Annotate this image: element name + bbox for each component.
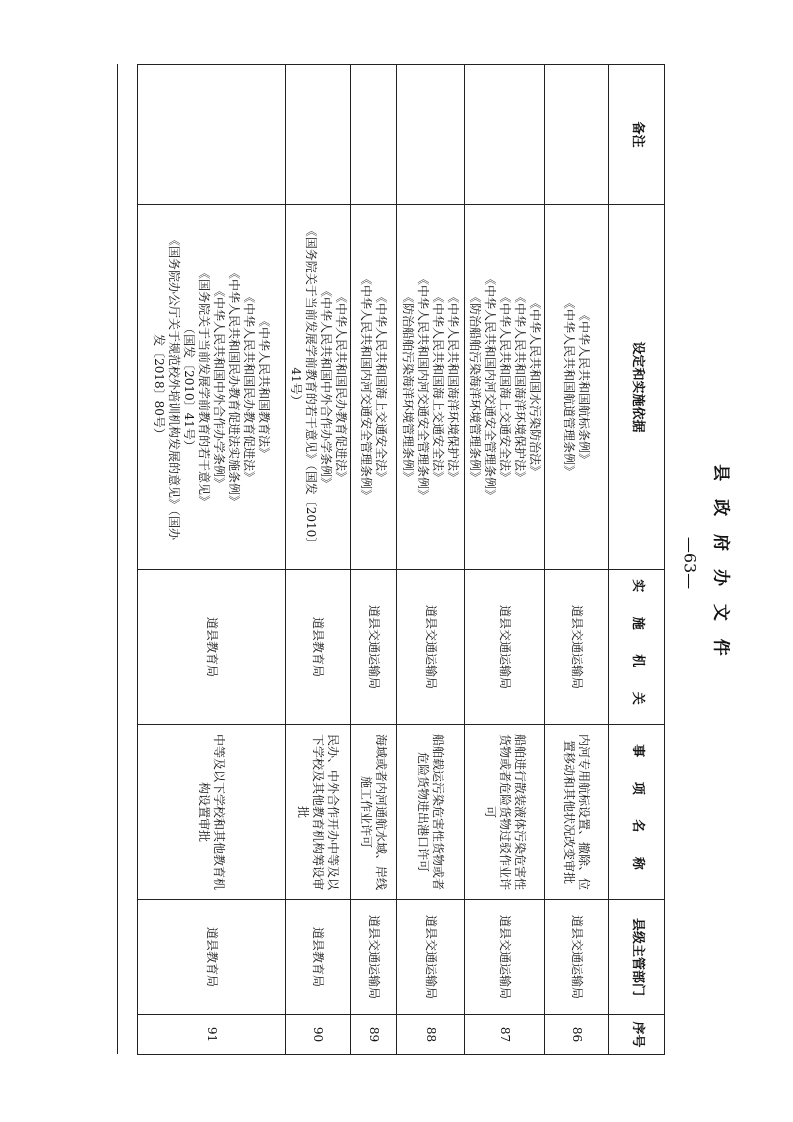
col-header-dept: 县级主管部门 <box>609 900 665 1015</box>
cell-basis <box>286 205 351 570</box>
basis-line: 《中华人民共和国海洋环境保护法》 <box>513 290 527 483</box>
cell-seq: 90 <box>286 1015 351 1055</box>
cell-note <box>351 65 397 205</box>
cell-seq: 91 <box>138 1015 286 1055</box>
table-row <box>138 65 286 1055</box>
cell-seq: 87 <box>465 1015 545 1055</box>
table-header-row <box>609 65 665 1055</box>
cell-basis <box>397 205 465 570</box>
cell-agency: 道县交通运输局 <box>545 570 609 725</box>
basis-line: 《国务院关于当前发展学前教育的若干意见》 <box>197 266 212 507</box>
basis-line: 《中华人民共和国中外合作办学条例》 <box>319 284 333 489</box>
approval-items-table <box>137 64 665 1055</box>
cell-dept: 道县交通运输局 <box>465 900 545 1015</box>
cell-dept: 道县交通运输局 <box>397 900 465 1015</box>
basis-line: 《中华人民共和国海上交通安全法》 <box>431 290 446 483</box>
cell-dept: 道县交通运输局 <box>545 900 609 1015</box>
table-row <box>545 65 609 1055</box>
col-header-agency: 实 施 机 关 <box>609 570 665 725</box>
cell-basis <box>465 205 545 570</box>
table-row <box>286 65 351 1055</box>
cell-item-name: 民办、中外合作开办中等及以下学校及其他教育机构筹设审批 <box>286 725 351 900</box>
cell-item-name: 内河专用航标设置、撤除、位置移动和其他状况改变审批 <box>545 725 609 900</box>
basis-line: 《中华人民共和国航标条例》 <box>577 308 592 465</box>
cell-note <box>545 65 609 205</box>
cell-dept: 道县教育局 <box>286 900 351 1015</box>
basis-line: 《中华人民共和国内河交通安全管理条例》 <box>416 272 431 501</box>
col-header-item: 事 项 名 称 <box>609 725 665 900</box>
basis-line: 《中华人民共和国海上交通安全法》 <box>374 290 389 483</box>
table-body <box>138 65 609 1055</box>
cell-agency: 道县教育局 <box>138 570 286 725</box>
cell-note <box>465 65 545 205</box>
basis-line: 《中华人民共和国航道管理条例》 <box>562 296 577 477</box>
col-header-seq: 序号 <box>609 1015 665 1055</box>
basis-line: 《国务院办公厅关于规范校外培训机构发展的意见》（国办 <box>167 233 182 540</box>
basis-line: 41号） <box>289 367 303 407</box>
running-head-title: 县 政 府 办 文 件 <box>710 464 731 662</box>
table-row <box>397 65 465 1055</box>
cell-note <box>138 65 286 205</box>
cell-seq: 86 <box>545 1015 609 1055</box>
cell-basis <box>138 205 286 570</box>
cell-agency: 道县教育局 <box>286 570 351 725</box>
basis-line: 《中华人民共和国海洋环境保护法》 <box>446 290 461 483</box>
header-rule <box>117 64 118 1054</box>
page-number: —63— <box>680 536 700 590</box>
basis-line: 《中华人民共和国水污染防治法》 <box>528 296 542 477</box>
cell-item-name: 海域或者内河通航水域、岸线施工作业许可 <box>351 725 397 900</box>
cell-dept: 道县交通运输局 <box>351 900 397 1015</box>
basis-line: 《中华人民共和国内河交通安全管理条例》 <box>359 272 374 501</box>
cell-item-name: 中等及以下学校和其他教育机构设置审批 <box>138 725 286 900</box>
basis-line: 发〔2018〕80号） <box>152 334 167 440</box>
cell-basis <box>351 205 397 570</box>
basis-line: 《防治船舶污染海洋环境管理条例》 <box>468 290 482 483</box>
basis-line: 《中华人民共和国民办教育促进法实施条例》 <box>227 266 242 507</box>
basis-line: 《中华人民共和国教育法》 <box>257 314 272 459</box>
cell-note <box>397 65 465 205</box>
cell-agency: 道县交通运输局 <box>465 570 545 725</box>
basis-line: 《中华人民共和国民办教育促进法》 <box>334 290 348 483</box>
cell-dept: 道县教育局 <box>138 900 286 1015</box>
col-header-note: 备注 <box>609 65 665 205</box>
basis-line: 《中华人民共和国民办教育促进法》 <box>242 290 257 483</box>
basis-line: 《防治船舶污染海洋环境管理条例》 <box>401 290 416 483</box>
cell-seq: 89 <box>351 1015 397 1055</box>
table-row <box>351 65 397 1055</box>
basis-line: （国发〔2010〕41号） <box>182 322 197 452</box>
table-row <box>465 65 545 1055</box>
cell-agency: 道县交通运输局 <box>397 570 465 725</box>
rotated-table-wrapper <box>145 64 665 1054</box>
cell-basis <box>545 205 609 570</box>
col-header-basis: 设定和实施依据 <box>609 205 665 570</box>
basis-line: 《中华人民共和国海上交通安全法》 <box>498 290 512 483</box>
basis-line: 《中华人民共和国内河交通安全管理条例》 <box>483 272 497 501</box>
cell-item-name: 船舶载运污染危害性货物或者危险货物进出港口许可 <box>397 725 465 900</box>
cell-seq: 88 <box>397 1015 465 1055</box>
cell-item-name: 船舶进行散装液体污染危害性货物或者危险货物过驳作业许可 <box>465 725 545 900</box>
cell-agency: 道县交通运输局 <box>351 570 397 725</box>
cell-note <box>286 65 351 205</box>
basis-line: 《国务院关于当前发展学前教育的若干意见》（国发〔2010〕 <box>304 224 318 550</box>
basis-line: 《中华人民共和国中外合作办学条例》 <box>212 284 227 489</box>
